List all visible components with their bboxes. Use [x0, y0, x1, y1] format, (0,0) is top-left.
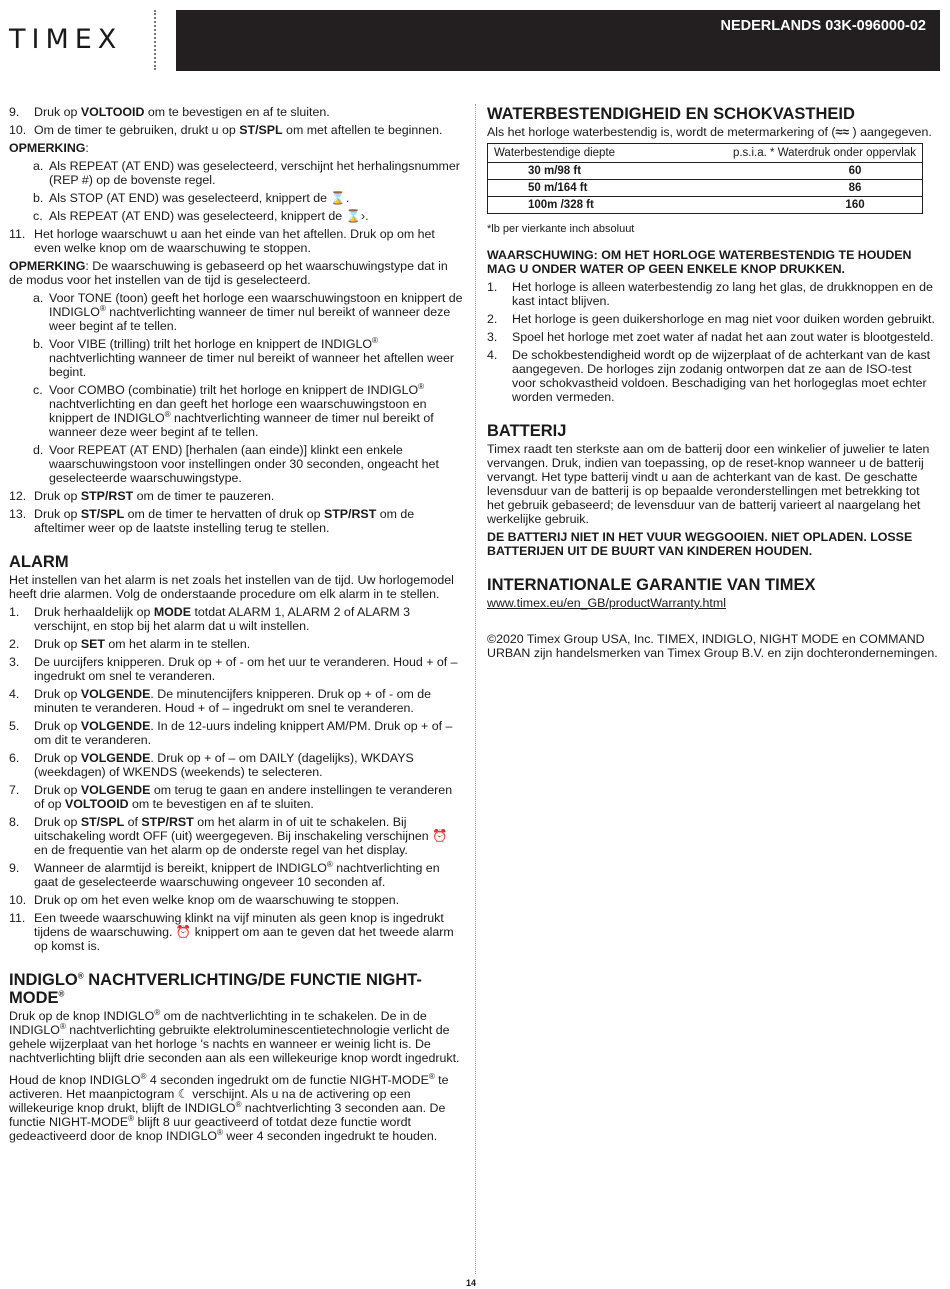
list-item: b. Als STOP (AT END) was geselecteerd, knippert de ⌛.: [33, 191, 350, 205]
section-title-warranty: INTERNATIONALE GARANTIE VAN TIMEX: [487, 576, 816, 594]
header-bar: [176, 10, 940, 71]
list-item: 3. De uurcijfers knipperen. Druk op + of - om het uur te veranderen. Houd + of – ingedrukt om snel te veranderen.: [9, 655, 458, 683]
list-item: 11. Een tweede waarschuwing klinkt na vijf minuten als geen knop is ingedrukt tijdens de waarschuwing. ⏰ knippert om aan te geven dat het tweede alarm op komst is.: [9, 911, 454, 953]
water-resistance-icon: ≈≈: [835, 125, 850, 139]
list-item: 1. Druk herhaaldelijk op MODE totdat ALARM 1, ALARM 2 of ALARM 3 verschijnt, en stop bij het alarm dat u wilt instellen.: [9, 605, 411, 633]
indiglo-paragraph-1: Druk op de knop INDIGLO® om de nachtverlichting in te schakelen. De in de INDIGLO® nachtverlichting gebruikte elektroluminescentietechnologie verlicht de gehele wijzerplaat van het horloge 's nachts en wanneer er weinig licht is. De nachtverlichting blijft drie seconden aan als een willekeurige knop wordt ingedrukt.: [9, 1007, 460, 1065]
table-row: [488, 197, 923, 214]
list-item: 3. Spoel het horloge met zoet water af nadat het aan zout water is blootgesteld.: [487, 330, 934, 344]
indiglo-paragraph-2: Houd de knop INDIGLO® 4 seconden ingedrukt om de functie NIGHT-MODE® te activeren. Het maanpictogram ☾ verschijnt. Als u na de activering op een willekeurige knop drukt, blijft de INDIGLO® nachtverlichting 3 seconden aan. De functie NIGHT-MODE® blijft 8 uur geactiveerd of totdat deze functie wordt gedeactiveerd door de knop INDIGLO® weer 4 seconden ingedrukt te houden.: [9, 1071, 449, 1143]
list-item: d. Voor REPEAT (AT END) [herhalen (aan einde)] klinkt een enkele waarschuwingstoon voor instellingen onder 30 seconden, ongeacht het geselecteerde waarschuwingstype.: [33, 443, 439, 485]
battery-warning: DE BATTERIJ NIET IN HET VUUR WEGGOOIEN. NIET OPLADEN. LOSSE BATTERIJEN UIT DE BUURT VAN KINDEREN HOUDEN.: [487, 530, 913, 558]
list-item: 2. Het horloge is geen duikershorloge en mag niet voor duiken worden gebruikt.: [487, 312, 935, 326]
table-header: Waterbestendige diepte: [488, 144, 665, 163]
document-code: NEDERLANDS 03K-096000-02: [720, 18, 926, 34]
header-divider: [154, 10, 156, 70]
list-item: 4. Druk op VOLGENDE. De minutencijfers knipperen. Druk op + of - om de minuten te veranderen. Houd + of – ingedrukt om snel te veranderen.: [9, 687, 432, 715]
section-title-battery: BATTERIJ: [487, 422, 567, 440]
list-item: 9. Wanneer de alarmtijd is bereikt, knippert de INDIGLO® nachtverlichting en gaat de geselecteerde waarschuwing ongeveer 10 seconden af.: [9, 859, 440, 889]
list-item: 7. Druk op VOLGENDE om terug te gaan en andere instellingen te veranderen of op VOLTOOID om te bevestigen en af te sluiten.: [9, 783, 453, 811]
list-item: 6. Druk op VOLGENDE. Druk op + of – om DAILY (dagelijks), WKDAYS (weekdagen) of WKENDS (weekends) te selecteren.: [9, 751, 414, 779]
table-cell-pressure: 160: [664, 197, 922, 214]
water-warning: WAARSCHUWING: OM HET HORLOGE WATERBESTENDIG TE HOUDEN MAG U ONDER WATER OP GEEN ENKELE KNOP DRUKKEN.: [487, 248, 912, 276]
table-row: [488, 163, 923, 180]
list-item: c. Voor COMBO (combinatie) trilt het horloge en knippert de INDIGLO® nachtverlichting en dan geeft het horloge een waarschuwingstoon en knippert de INDIGLO® nachtverlichting wanneer de timer nul bereikt of wanneer deze weer begint af te tellen.: [33, 381, 434, 439]
list-item: b. Voor VIBE (trilling) trilt het horloge en knippert de INDIGLO® nachtverlichting wanneer de timer nul bereikt of wanneer het aftellen weer begint.: [33, 335, 454, 379]
table-row: [488, 180, 923, 197]
warranty-link[interactable]: www.timex.eu/en_GB/productWarranty.html: [487, 596, 726, 610]
table-note: *lb per vierkante inch absoluut: [487, 223, 635, 235]
list-item: 13. Druk op ST/SPL om de timer te hervatten of druk op STP/RST om de afteltimer weer op de laatste instelling terug te stellen.: [9, 507, 415, 535]
list-item: 10. Druk op om het even welke knop om de waarschuwing te stoppen.: [9, 893, 400, 907]
table-cell-pressure: 60: [664, 163, 922, 180]
battery-text: Timex raadt ten sterkste aan om de batterij door een winkelier of juwelier te laten vervangen. Druk, indien van toepassing, op de reset-knop wanneer u de batterij vervangt. Het type batterij vindt u aan de achterkant van de kast. De geschatte levensduur van de batterij is op bepaalde veronderstellingen met betrekking tot het gebruik gebaseerd; de levensduur van de batterij varieert al naargelang het werkelijke gebruik.: [487, 442, 930, 526]
section-title-indiglo: INDIGLO® NACHTVERLICHTING/DE FUNCTIE NIGHT-MODE®: [9, 971, 422, 1007]
list-item: a. Als REPEAT (AT END) was geselecteerd, verschijnt het herhalingsnummer (REP #) op de bovenste regel.: [33, 159, 460, 187]
note-heading: OPMERKING:: [9, 141, 89, 155]
page-number: 14: [466, 1278, 477, 1288]
table-cell-depth: 30 m/98 ft: [488, 163, 665, 180]
table-cell-pressure: 86: [664, 180, 922, 197]
list-item: 5. Druk op VOLGENDE. In de 12-uurs indeling knippert AM/PM. Druk op + of – om dit te veranderen.: [9, 719, 453, 747]
left-column: [9, 105, 464, 1147]
list-item: 2. Druk op SET om het alarm in te stellen.: [9, 637, 251, 651]
list-item: 11. Het horloge waarschuwt u aan het einde van het aftellen. Druk op om het even welke knop om de waarschuwing te stoppen.: [9, 227, 435, 255]
water-resistance-table: [487, 143, 923, 214]
list-item: 8. Druk op ST/SPL of STP/RST om het alarm in of uit te schakelen. Bij uitschakeling wordt OFF (uit) weergegeven. Bij inschakeling verschijnen ⏰ en de frequentie van het alarm op de onderste regel van het display.: [9, 815, 448, 857]
list-item: 9. Druk op VOLTOOID om te bevestigen en af te sluiten.: [9, 105, 330, 119]
copyright-text: ©2020 Timex Group USA, Inc. TIMEX, INDIGLO, NIGHT MODE en COMMAND URBAN zijn handelsmerken van Timex Group B.V. en zijn dochterondernemingen.: [487, 632, 938, 660]
timex-logo: TIMEX: [9, 24, 123, 55]
table-cell-depth: 100m /328 ft: [488, 197, 665, 214]
table-header: p.s.i.a. * Waterdruk onder oppervlak: [664, 144, 922, 163]
note-paragraph: OPMERKING: De waarschuwing is gebaseerd op het waarschuwingstype dat in de modus voor het instellen van de tijd is geselecteerd.: [9, 259, 448, 287]
list-item: c. Als REPEAT (AT END) was geselecteerd, knippert de ⌛›.: [33, 209, 369, 223]
section-title-water: WATERBESTENDIGHEID EN SCHOKVASTHEID: [487, 105, 855, 123]
table-cell-depth: 50 m/164 ft: [488, 180, 665, 197]
list-item: 1. Het horloge is alleen waterbestendig zo lang het glas, de drukknoppen en de kast intact blijven.: [487, 280, 933, 308]
right-column: [487, 105, 939, 664]
list-item: 10. Om de timer te gebruiken, drukt u op ST/SPL om met aftellen te beginnen.: [9, 123, 443, 137]
list-item: a. Voor TONE (toon) geeft het horloge een waarschuwingstoon en knippert de INDIGLO® nachtverlichting wanneer de timer nul bereikt of wanneer deze weer begint af te tellen.: [33, 291, 463, 333]
column-divider: [475, 104, 476, 1274]
water-intro: Als het horloge waterbestendig is, wordt de metermarkering of (≈≈ ) aangegeven.: [487, 125, 932, 139]
list-item: 4. De schokbestendigheid wordt op de wijzerplaat of de achterkant van de kast aangegeven. De horloges zijn zodanig ontworpen dat ze aan de ISO-test voor schokvastheid voldoen. Beschadiging van het horlogeglas moet echter worden vermeden.: [487, 348, 931, 404]
list-item: 12. Druk op STP/RST om de timer te pauzeren.: [9, 489, 275, 503]
alarm-intro: Het instellen van het alarm is net zoals het instellen van de tijd. Uw horlogemodel heeft drie alarmen. Volg de onderstaande procedure om elk alarm in te stellen.: [9, 573, 454, 601]
section-title-alarm: ALARM: [9, 553, 69, 571]
